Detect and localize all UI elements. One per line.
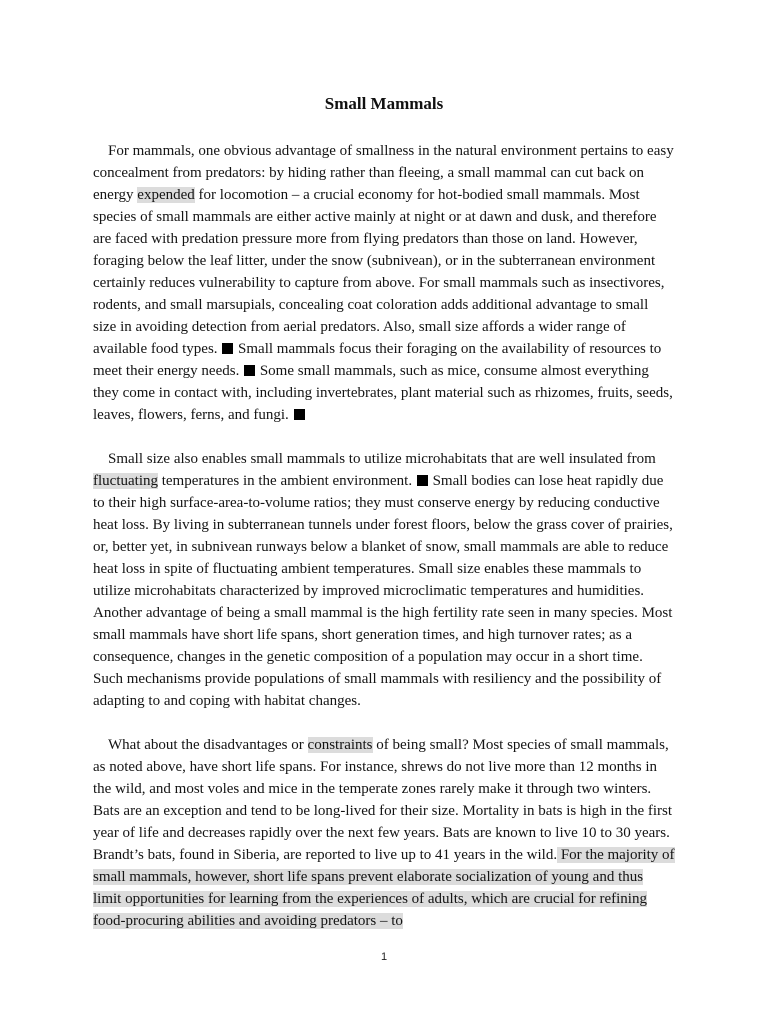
paragraph-1 [93,140,675,426]
text-run: of being small? Most species of small mammals, as noted above, have short life spans. For instance, shrews do not live more than 12 months in the wild, and most voles and mice in the temperate zones rarely make it through two winters. Bats are an exception and tend to be long-lived for their size. Mortality in bats is high in the first year of life and decreases rapidly over the next few years. Bats are known to live 10 to 30 years. Brandt’s bats, found in Siberia, are reported to live up to 41 years in the wild. [93,737,673,863]
highlighted-text: fluctuating [93,473,158,489]
paragraph-2 [93,448,675,712]
paragraph-3 [93,734,675,932]
text-run: For mammals, one obvious advantage of smallness in the natural environment pertains to easy concealment from predators: by hiding rather than fleeing, a small mammal can cut back on energy [93,143,674,203]
highlighted-text: expended [137,187,195,203]
text-run: for locomotion – a crucial economy for hot-bodied small mammals. Most species of small mammals are either active mainly at night or at dawn and dusk, and therefore are faced with predation pressure more from flying predators than those on land. However, foraging below the leaf litter, under the snow (subnivean), or in the subterranean environment certainly reduces vulnerability to capture from above. For small mammals such as insectivores, rodents, and small marsupials, concealing coat coloration adds additional advantage to small size in avoiding detection from aerial predators. Also, small size affords a wider range of available food types. [93,187,665,357]
document-body [93,140,675,954]
insertion-marker-icon[interactable] [417,475,428,486]
text-run: Small mammals focus their foraging on the availability of resources to meet their energy needs. [93,341,662,379]
document-title: Small Mammals [324,94,444,113]
text-run: Small bodies can lose heat rapidly due to their high surface-area-to-volume ratios; they must conserve energy by reducing conductive heat loss. By living in subterranean tunnels under forest floors, below the grass cover of prairies, or, better yet, in subnivean runways below a blanket of snow, small mammals are able to reduce heat loss in spite of fluctuating ambient temperatures. Small size enables these mammals to utilize microhabitats characterized by improved microclimatic temperatures and humidities. Another advantage of being a small mammal is the high fertility rate seen in many species. Most small mammals have short life spans, short generation times, and high turnover rates; as a consequence, changes in the genetic composition of a population may occur in a short time. Such mechanisms provide populations of small mammals with resiliency and the possibility of adapting to and coping with habitat changes. [93,473,673,709]
page-number: 1 [380,951,388,963]
text-run: Some small mammals, such as mice, consume almost everything they come in contact with, including invertebrates, plant material such as rhizomes, fruits, seeds, leaves, flowers, ferns, and fungi. [93,363,673,423]
text-run: Small size also enables small mammals to utilize microhabitats that are well insulated from [108,451,656,467]
insertion-marker-icon[interactable] [244,365,255,376]
insertion-marker-icon[interactable] [294,409,305,420]
text-run: What about the disadvantages or [108,737,308,753]
highlighted-text: constraints [307,737,373,753]
text-run: temperatures in the ambient environment. [157,473,416,489]
insertion-marker-icon[interactable] [222,343,233,354]
highlighted-text: For the majority of small mammals, however, short life spans prevent elaborate socialization of young and thus limit opportunities for learning from the experiences of adults, which are crucial for refining food-procuring abilities and avoiding predators – to [93,847,675,929]
